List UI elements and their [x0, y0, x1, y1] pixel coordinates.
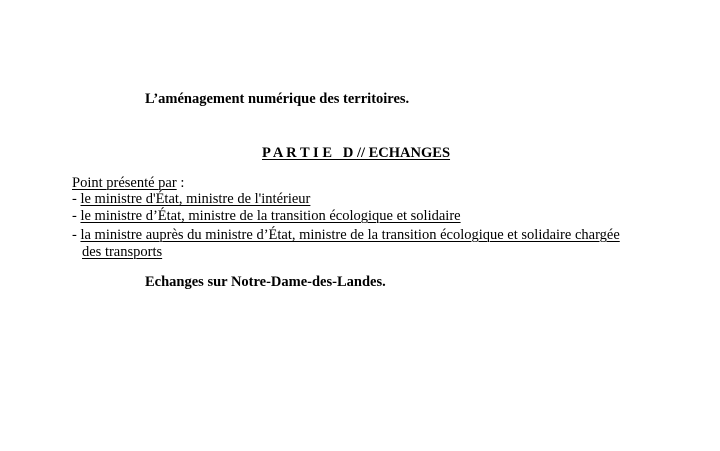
- heading-top: L’aménagement numérique des territoires.: [145, 91, 410, 107]
- section-title: P A R T I E D // ECHANGES: [262, 145, 451, 161]
- list-item-text: le ministre d’État, ministre de la transition écologique et solidaire: [80, 208, 461, 224]
- list-item: [72, 226, 620, 244]
- list-item-text: des transports: [82, 244, 163, 260]
- list-item: [72, 207, 461, 225]
- list-item-text: la ministre auprès du ministre d’État, ministre de la transition écologique et solidaire chargée: [80, 227, 620, 243]
- list-dash: -: [72, 191, 81, 207]
- heading-bottom: Echanges sur Notre-Dame-des-Landes.: [145, 274, 386, 290]
- list-item-text: le ministre d'État, ministre de l'intérieur: [80, 191, 311, 207]
- list-item: [72, 190, 310, 208]
- list-item-continuation: [82, 243, 162, 261]
- list-dash: -: [72, 227, 81, 243]
- list-dash: -: [72, 208, 81, 224]
- presented-label: Point présenté par: [72, 175, 177, 191]
- presented-colon: :: [176, 175, 185, 191]
